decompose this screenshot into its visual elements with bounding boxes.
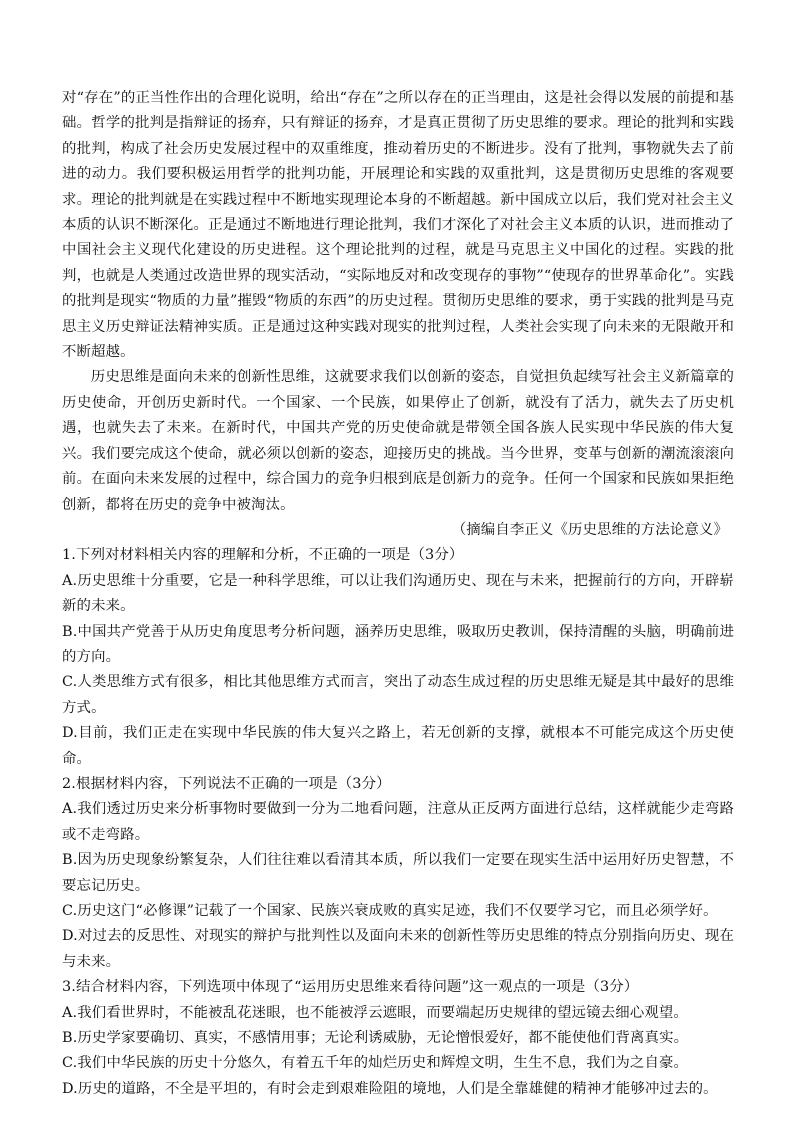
question-stem: 3.结合材料内容，下列选项中体现了“运用历史思维来看待问题”这一观点的一项是（3分） [62,979,639,996]
option-b: B.中国共产党善于从历史角度思考分析问题，涵养历史思维，吸取历史教训，保持清醒的头脑，明确前进的方向。 [62,623,734,665]
option-a: A.我们透过历史来分析事物时要做到一分为二地看问题，注意从正反两方面进行总结，这样就能少走弯路或不走弯路。 [62,801,734,843]
option-b: B.历史学家要确切、真实，不感情用事；无论利诱威胁，无论憎恨爱好，都不能使他们背离真实。 [62,1030,689,1047]
passage-source: （摘编自李正义《历史思维的方法论意义》 [451,521,728,538]
option-b: B.因为历史现象纷繁复杂，人们往往难以看清其本质，所以我们一定要在现实生活中运用好历史智慧，不要忘记历史。 [62,852,734,894]
option-d: D.历史的道路，不全是平坦的，有时会走到艰难险阻的境地，人们是全靠雄健的精神才能够冲过去的。 [62,1080,718,1097]
option-d: D.目前，我们正走在实现中华民族的伟大复兴之路上，若无创新的支撑，就根本不可能完成这个历史使命。 [62,725,734,767]
option-c: C.人类思维方式有很多，相比其他思维方式而言，突出了动态生成过程的历史思维无疑是其中最好的思维方式。 [62,674,734,716]
passage-paragraph-1: 对“存在”的正当性作出的合理化说明，给出“存在”之所以存在的正当理由，这是社会得以发展的前提和基础。哲学的批判是指辩证的扬弃，只有辩证的扬弃，才是真正贯彻了历史思维的要求。理论的批判和实践的批判，构成了社会历史发展过程中的双重维度，推动着历史的不断进步。没有了批判，事物就失去了前进的动力。我们要积极运用哲学的批判功能，开展理论和实践的双重批判，这是贯彻历史思维的客观要求。理论的批判就是在实践过程中不断地实现理论本身的不断超越。新中国成立以后，我们党对社会主义本质的认识不断深化。正是通过不断地进行理论批判，我们才深化了对社会主义本质的认识，进而推动了中国社会主义现代化建设的历史进程。这个理论批判的过程，就是马克思主义中国化的过程。实践的批判，也就是人类通过改造世界的现实活动，“实际地反对和改变现存的事物”“使现存的世界革命化”。实践的批判是现实“物质的力量”摧毁“物质的东西”的历史过程。贯彻历史思维的要求，勇于实践的批判是马克思主义历史辩证法精神实质。正是通过这种实践对现实的批判过程，人类社会实现了向未来的无限敞开和不断超越。 [62,90,734,361]
question-2 [62,772,734,975]
passage-paragraph-2: 历史思维是面向未来的创新性思维，这就要求我们以创新的姿态，自觉担负起续写社会主义新篇章的历史使命，开创历史新时代。一个国家、一个民族，如果停止了创新，就没有了活力，就失去了历史机遇，也就失去了未来。在新时代，中国共产党的历史使命就是带领全国各族人民实现中华民族的伟大复兴。我们要完成这个使命，就必须以创新的姿态，迎接历史的挑战。当今世界，变革与创新的潮流滚滚向前。在面向未来发展的过程中，综合国力的竞争归根到底是创新力的竞争。任何一个国家和民族如果拒绝创新，都将在历史的竞争中被淘汰。 [62,369,734,513]
option-c: C.历史这门“必修课”记载了一个国家、民族兴衰成败的真实足迹，我们不仅要学习它，而且必须学好。 [62,903,718,919]
question-1 [62,543,734,772]
question-3 [62,975,734,1102]
option-d: D.对过去的反思性、对现实的辩护与批判性以及面向未来的创新性等历史思维的特点分别指向历史、现在与未来。 [62,928,734,970]
exam-page [62,86,734,1102]
option-a: A.我们看世界时，不能被乱花迷眼，也不能被浮云遮眼，而要端起历史规律的望远镜去细心观望。 [62,1004,688,1021]
question-stem: 1.下列对材料相关内容的理解和分析，不正确的一项是（3分） [62,547,464,564]
option-c: C.我们中华民族的历史十分悠久，有着五千年的灿烂历史和辉煌文明，生生不息，我们为之自豪。 [62,1055,689,1072]
option-a: A.历史思维十分重要，它是一种科学思维，可以让我们沟通历史、现在与未来，把握前行的方向，开辟崭新的未来。 [62,572,734,615]
question-stem: 2.根据材料内容，下列说法不正确的一项是（3分） [62,775,391,792]
